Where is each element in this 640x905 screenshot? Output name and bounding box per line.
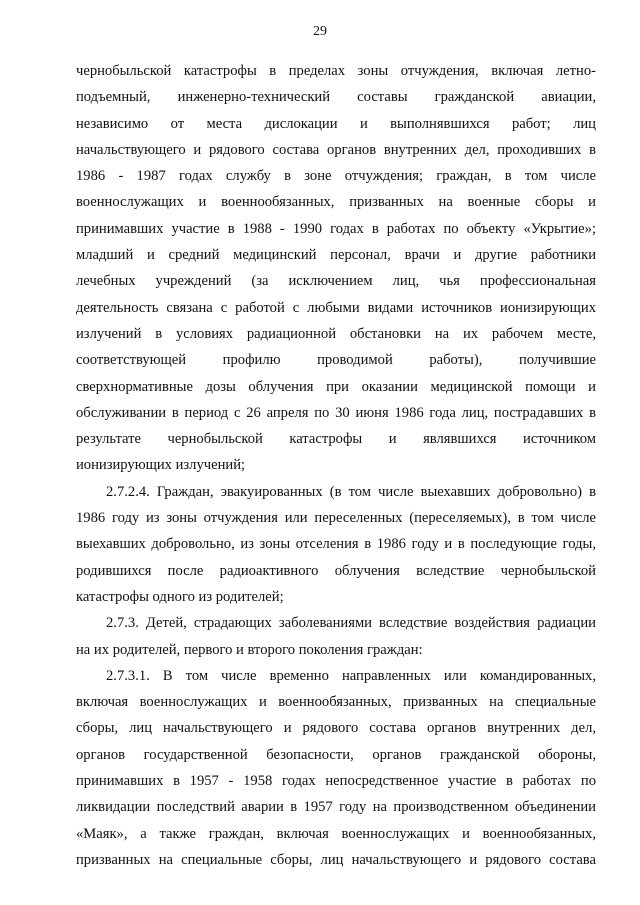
text-line: подъемный, инженерно-технический составы гражданской авиации, bbox=[76, 89, 596, 106]
text-line: сборы, лиц начальствующего и рядового состава органов внутренних дел, bbox=[76, 720, 596, 737]
text-line: излучений в условиях радиационной обстановки на их рабочем месте, bbox=[76, 325, 596, 342]
text-line: на их родителей, первого и второго поколения граждан: bbox=[76, 641, 423, 658]
text-line: начальствующего и рядового состава органов внутренних дел, проходивших в bbox=[76, 141, 596, 158]
text-line: 2.7.3. Детей, страдающих заболеваниями вследствие воздействия радиации bbox=[106, 615, 596, 632]
text-line: сверхнормативные дозы облучения при оказании медицинской помощи и bbox=[76, 378, 596, 395]
text-line: органов государственной безопасности, органов гражданской обороны, bbox=[76, 746, 596, 763]
document-body bbox=[76, 58, 596, 873]
text-line: призванных на специальные сборы, лиц начальствующего и рядового состава bbox=[76, 851, 596, 868]
text-line: 2.7.2.4. Граждан, эвакуированных (в том числе выехавших добровольно) в bbox=[106, 483, 596, 500]
text-line: ионизирующих излучений; bbox=[76, 457, 246, 474]
page-number: 29 bbox=[313, 24, 327, 39]
text-line: чернобыльской катастрофы в пределах зоны отчуждения, включая летно- bbox=[76, 63, 596, 79]
text-line: 1986 - 1987 годах службу в зоне отчуждения; граждан, в том числе bbox=[76, 168, 596, 185]
text-line: принимавших в 1957 - 1958 годах непосредственное участие в работах по bbox=[76, 773, 596, 790]
text-line: обслуживании в период с 26 апреля по 30 июня 1986 года лиц, пострадавших в bbox=[76, 404, 596, 421]
text-line: принимавших участие в 1988 - 1990 годах в работах по объекту «Укрытие»; bbox=[76, 220, 596, 237]
text-line: соответствующей профилю проводимой работы), получившие bbox=[76, 352, 596, 369]
text-line: 1986 году из зоны отчуждения или переселенных (переселяемых), в том числе bbox=[76, 510, 596, 527]
text-line: результате чернобыльской катастрофы и являвшихся источником bbox=[76, 431, 596, 448]
text-line: 2.7.3.1. В том числе временно направленных или командированных, bbox=[106, 667, 596, 684]
text-line: выехавших добровольно, из зоны отселения в 1986 году и в последующие годы, bbox=[76, 536, 596, 553]
text-line: лечебных учреждений (за исключением лиц, чья профессиональная bbox=[76, 273, 596, 290]
text-line: родившихся после радиоактивного облучения вследствие чернобыльской bbox=[76, 562, 596, 579]
text-line: независимо от места дислокации и выполнявшихся работ; лиц bbox=[76, 115, 596, 132]
text-line: младший и средний медицинский персонал, врачи и другие работники bbox=[76, 247, 596, 264]
text-line: катастрофы одного из родителей; bbox=[76, 588, 284, 605]
text-line: военнослужащих и военнообязанных, призванных на военные сборы и bbox=[76, 194, 596, 211]
text-line: деятельность связана с работой с любыми видами источников ионизирующих bbox=[76, 299, 596, 316]
text-line: ликвидации последствий аварии в 1957 году на производственном объединении bbox=[76, 799, 596, 816]
text-line: «Маяк», а также граждан, включая военнослужащих и военнообязанных, bbox=[76, 825, 596, 842]
text-line: включая военнослужащих и военнообязанных, призванных на специальные bbox=[76, 694, 596, 711]
